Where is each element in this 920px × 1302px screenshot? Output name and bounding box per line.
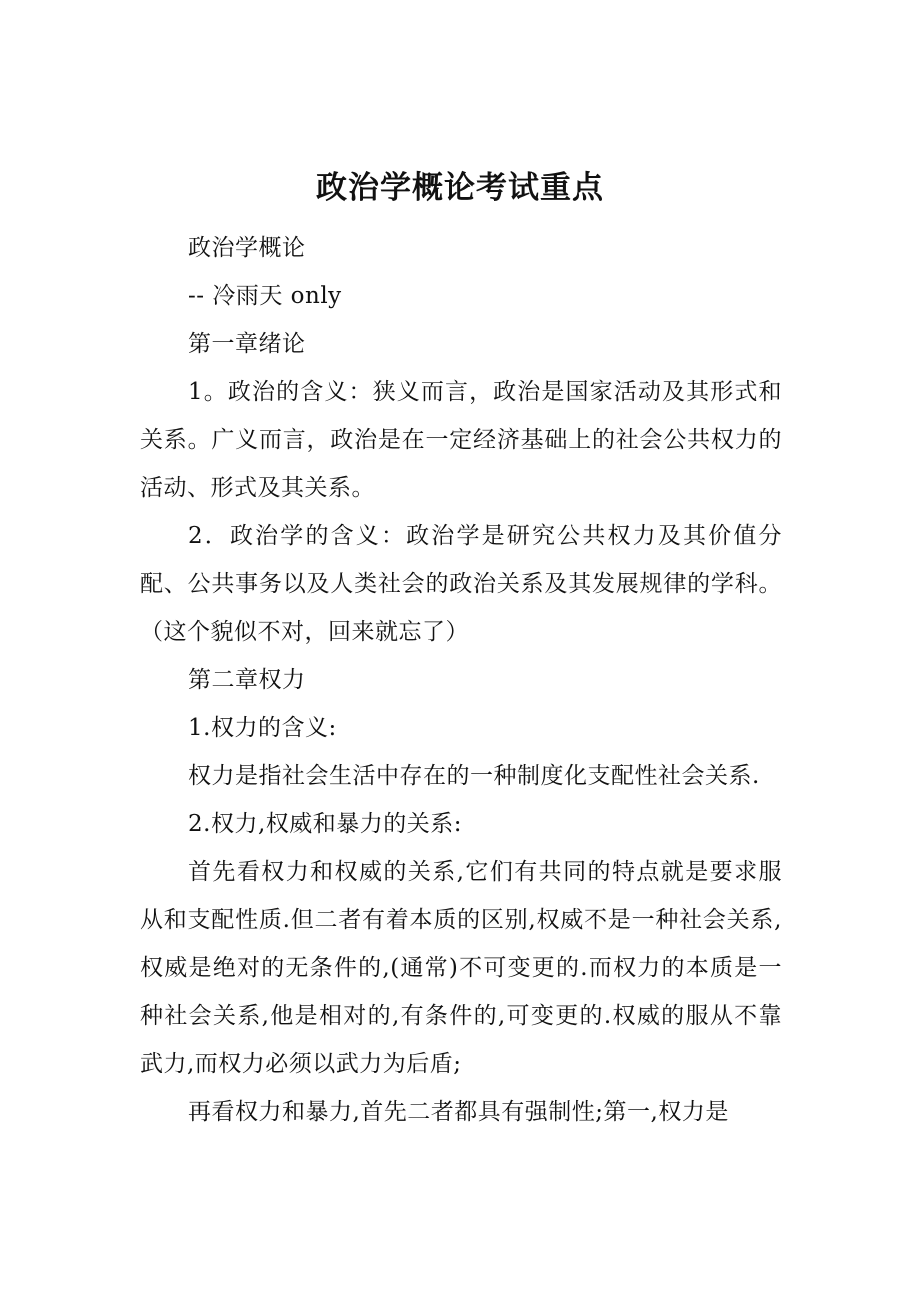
paragraph-power-heading: 1.权力的含义: bbox=[188, 715, 337, 741]
chapter-heading-2: 第二章权力 bbox=[188, 667, 306, 693]
paragraph-politics-definition: 1。政治的含义：狭义而言，政治是国家活动及其形式和关系。广义而言，政治是在一定经济基础上的社会公共权力的活动、形式及其关系。 bbox=[140, 379, 782, 501]
document-title: 政治学概论考试重点 bbox=[316, 169, 604, 206]
paragraph-author: -- 冷雨天 only bbox=[188, 283, 342, 309]
paragraph-subject: 政治学概论 bbox=[188, 235, 306, 261]
paragraph-political-science-definition: 2．政治学的含义：政治学是研究公共权力及其价值分配、公共事务以及人类社会的政治关系及其发展规律的学科。（这个貌似不对，回来就忘了） bbox=[140, 523, 782, 645]
paragraph-power-authority: 首先看权力和权威的关系,它们有共同的特点就是要求服从和支配性质.但二者有着本质的区别,权威不是一种社会关系,权威是绝对的无条件的,(通常)不可变更的.而权力的本质是一种社会关系,他是相对的,有条件的,可变更的.权威的服从不靠武力,而权力必须以武力为后盾; bbox=[140, 859, 782, 1077]
paragraph-relation-heading: 2.权力,权威和暴力的关系: bbox=[188, 811, 463, 837]
document-body bbox=[140, 224, 782, 1136]
paragraph-power-definition: 权力是指社会生活中存在的一种制度化支配性社会关系. bbox=[188, 763, 760, 789]
paragraph-power-violence: 再看权力和暴力,首先二者都具有强制性;第一,权力是 bbox=[188, 1099, 729, 1125]
chapter-heading-1: 第一章绪论 bbox=[188, 331, 306, 357]
